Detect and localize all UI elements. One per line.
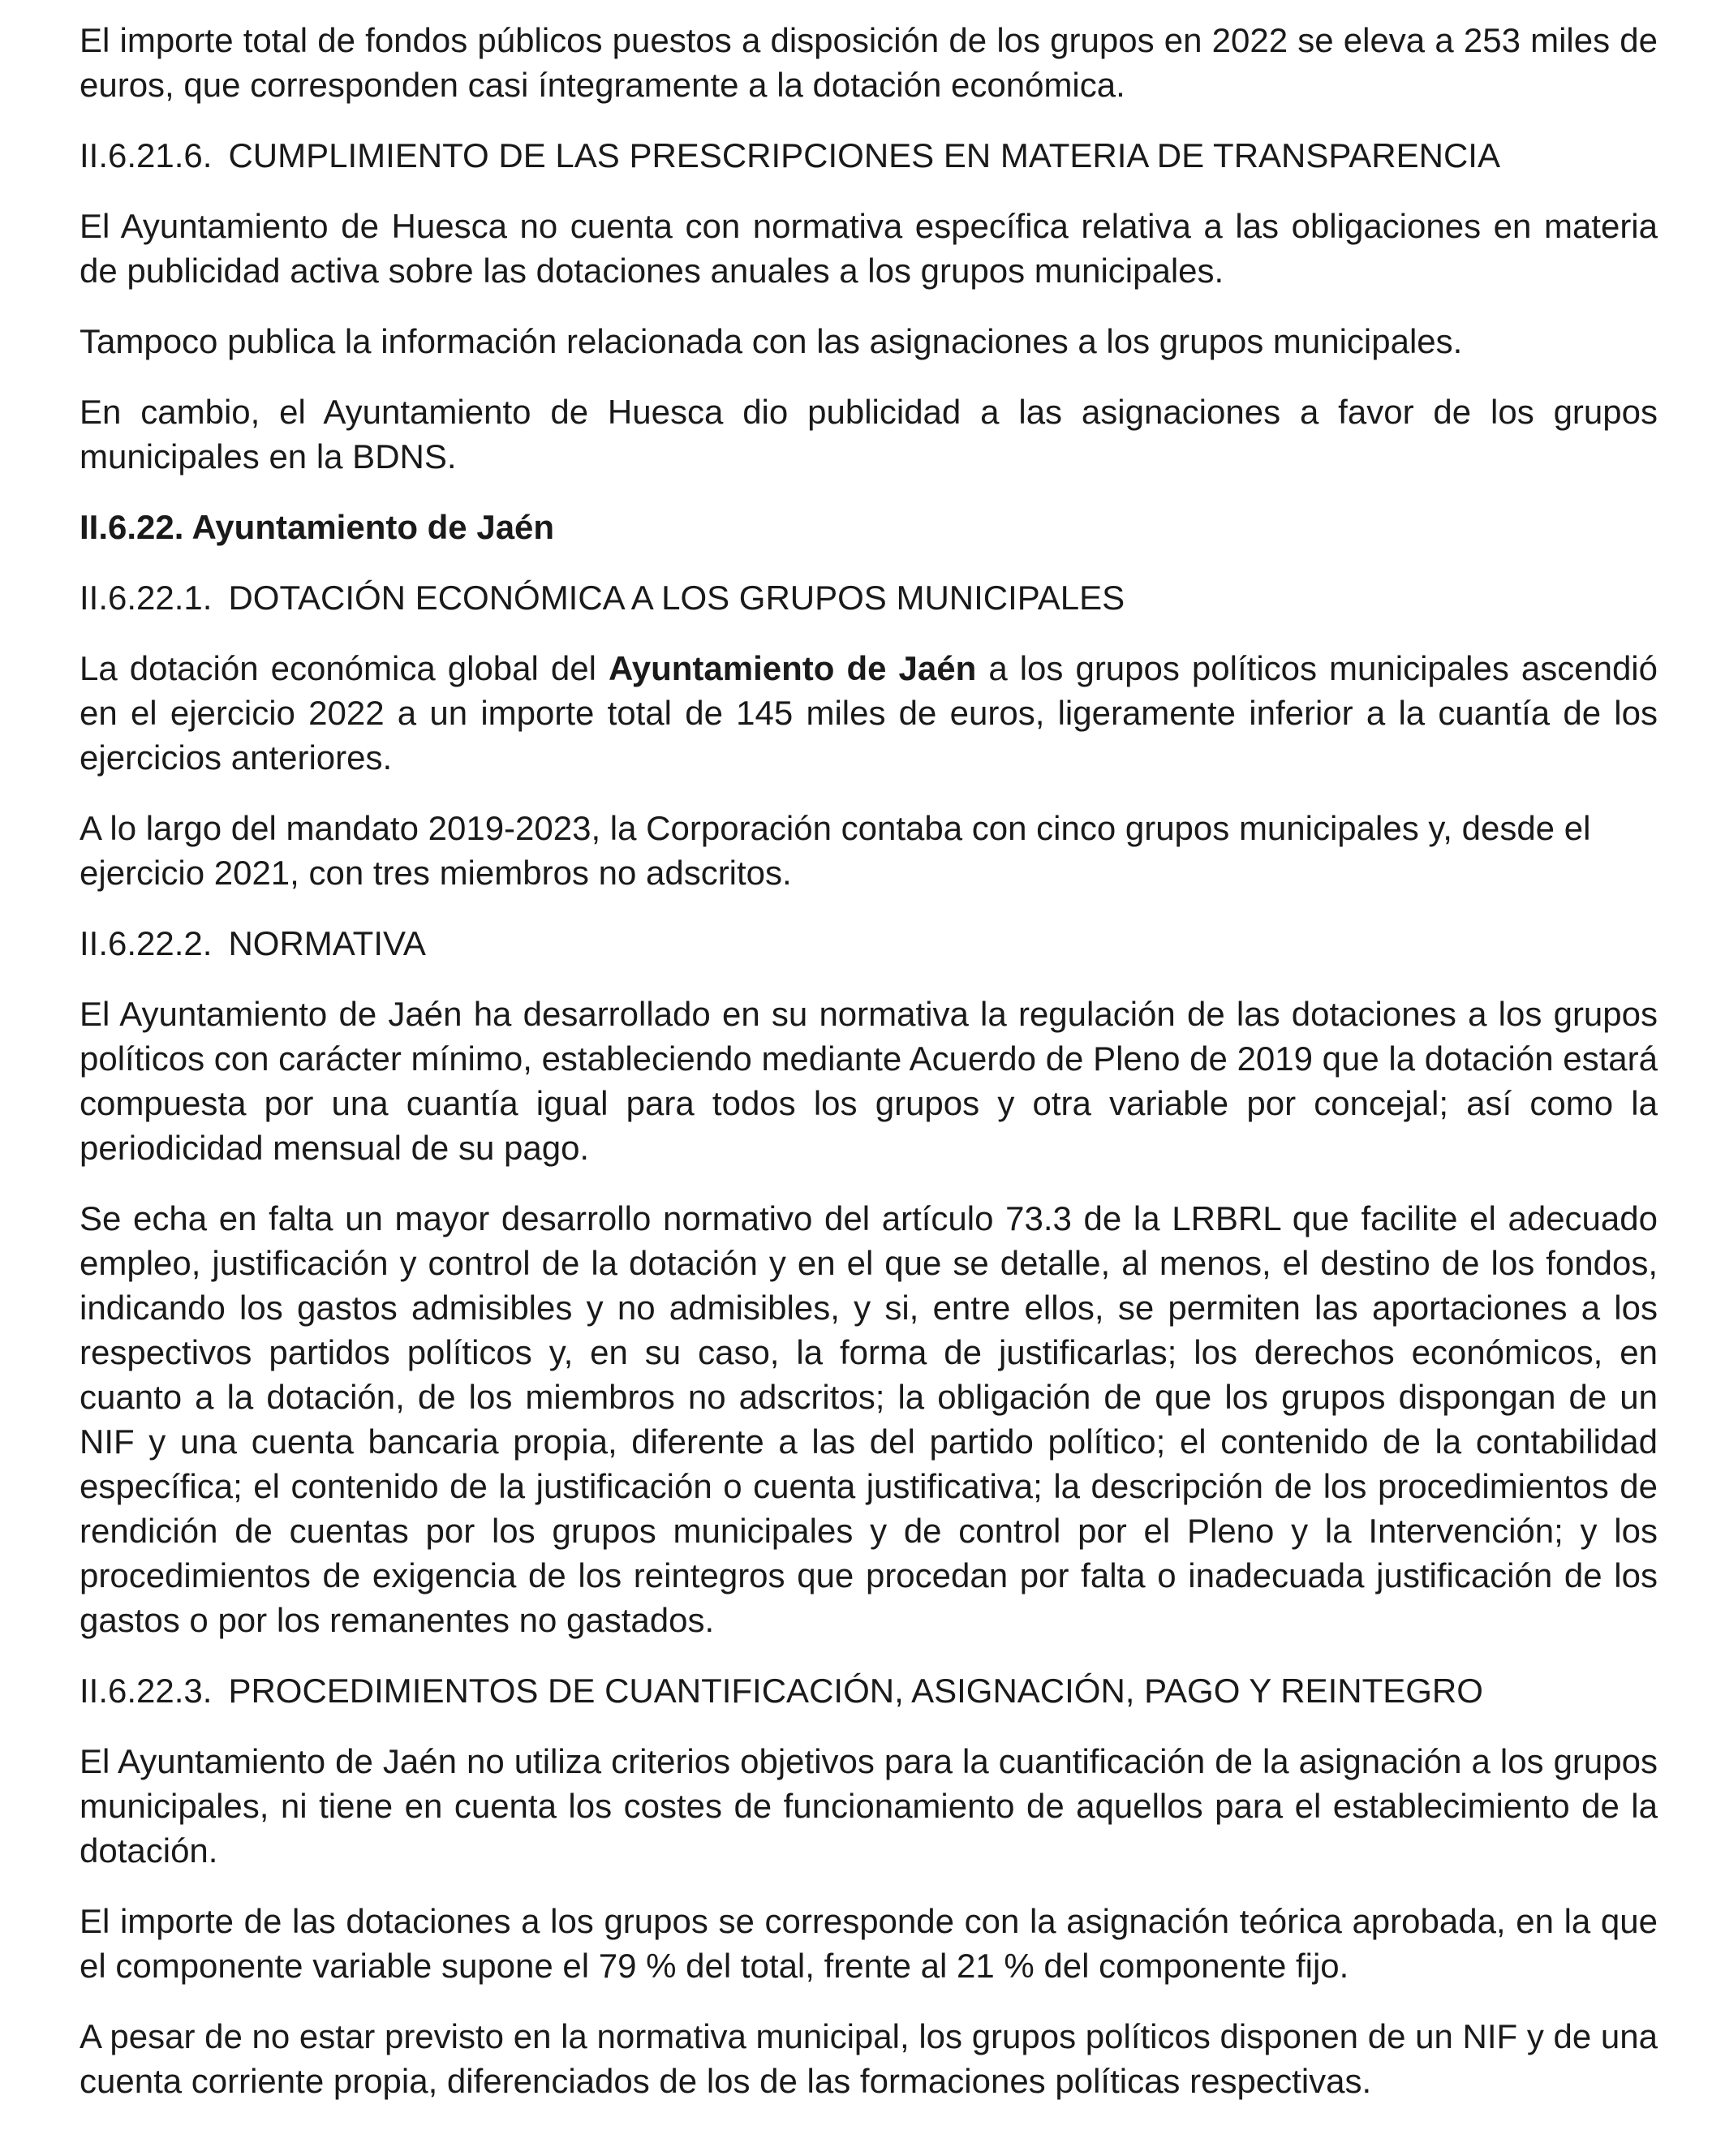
section-heading-ii-6-22-3: [80, 1668, 1658, 1713]
paragraph-huesca-bdns: En cambio, el Ayuntamiento de Huesca dio publicidad a las asignaciones a favor de los grupos municipales en la BDNS.: [80, 393, 1658, 476]
section-number: II.6.22.2.: [80, 924, 213, 962]
paragraph-huesca-normativa: El Ayuntamiento de Huesca no cuenta con normativa específica relativa a las obligaciones en materia de publicidad activa sobre las dotaciones anuales a los grupos municipales.: [80, 207, 1658, 290]
paragraph-jaen-mandato: A lo largo del mandato 2019-2023, la Corporación contaba con cinco grupos municipales y, desde el ejercicio 2021, con tres miembros no adscritos.: [80, 809, 1591, 892]
paragraph-jaen-normativa: El Ayuntamiento de Jaén ha desarrollado en su normativa la regulación de las dotaciones a los grupos políticos con carácter mínimo, estableciendo mediante Acuerdo de Pleno de 2019 que la dotación estará compuesta por una cuantía igual para todos los grupos y otra variable por concejal; así como la periodicidad mensual de su pago.: [80, 995, 1658, 1167]
section-heading-ii-6-22: II.6.22. Ayuntamiento de Jaén: [80, 508, 555, 546]
document-page: [80, 18, 1658, 2129]
paragraph-jaen-criterios: El Ayuntamiento de Jaén no utiliza criterios objetivos para la cuantificación de la asignación a los grupos municipales, ni tiene en cuenta los costes de funcionamiento de aquellos para el establecimiento de la dotación.: [80, 1742, 1658, 1870]
paragraph-jaen-nif: A pesar de no estar previsto en la normativa municipal, los grupos políticos disponen de un NIF y de una cuenta corriente propia, diferenciados de los de las formaciones políticas respectivas.: [80, 2017, 1658, 2100]
section-number: II.6.22.3.: [80, 1672, 213, 1710]
section-heading-ii-6-22-1: [80, 575, 1658, 620]
paragraph-text: a los grupos políticos municipales ascendió en el ejercicio 2022 a un importe total de 145 miles de euros, ligeramente inferior a la cuantía de los ejercicios anteriores.: [80, 649, 1658, 777]
paragraph-fondos-huesca: El importe total de fondos públicos puestos a disposición de los grupos en 2022 se eleva a 253 miles de euros, que corresponden casi íntegramente a la dotación económica.: [80, 21, 1658, 104]
paragraph-jaen-importe: El importe de las dotaciones a los grupos se corresponde con la asignación teórica aprobada, en la que el componente variable supone el 79 % del total, frente al 21 % del componente fijo.: [80, 1902, 1658, 1985]
section-title: DOTACIÓN ECONÓMICA A LOS GRUPOS MUNICIPALES: [228, 579, 1125, 617]
paragraph-jaen-falta: Se echa en falta un mayor desarrollo normativo del artículo 73.3 de la LRBRL que facilite el adecuado empleo, justificación y control de la dotación y en el que se detalle, al menos, el destino de los fondos, indicando los gastos admisibles y no admisibles, y si, entre ellos, se permiten las aportaciones a los respectivos partidos políticos y, en su caso, la forma de justificarlas; los derechos económicos, en cuanto a la dotación, de los miembros no adscritos; la obligación de que los grupos dispongan de un NIF y una cuenta bancaria propia, diferente a las del partido político; el contenido de la contabilidad específica; el contenido de la justificación o cuenta justificativa; la descripción de los procedimientos de rendición de cuentas por los grupos municipales y de control por el Pleno y la Intervención; y los procedimientos de exigencia de los reintegros que procedan por falta o inadecuada justificación de los gastos o por los remanentes no gastados.: [80, 1199, 1658, 1639]
section-title: PROCEDIMIENTOS DE CUANTIFICACIÓN, ASIGNACIÓN, PAGO Y REINTEGRO: [228, 1672, 1483, 1710]
paragraph-jaen-dotacion: [80, 646, 1658, 780]
section-heading-ii-6-21-6: [80, 133, 1658, 178]
section-title: CUMPLIMIENTO DE LAS PRESCRIPCIONES EN MATERIA DE TRANSPARENCIA: [228, 136, 1500, 174]
paragraph-text: La dotación económica global del: [80, 649, 596, 687]
section-title: NORMATIVA: [228, 924, 426, 962]
section-number: II.6.22.1.: [80, 579, 213, 617]
section-heading-ii-6-22-2: [80, 921, 1658, 966]
section-number: II.6.21.6.: [80, 136, 213, 174]
ayuntamiento-jaen-bold: Ayuntamiento de Jaén: [608, 649, 977, 687]
paragraph-huesca-tampoco: Tampoco publica la información relacionada con las asignaciones a los grupos municipales.: [80, 322, 1463, 360]
